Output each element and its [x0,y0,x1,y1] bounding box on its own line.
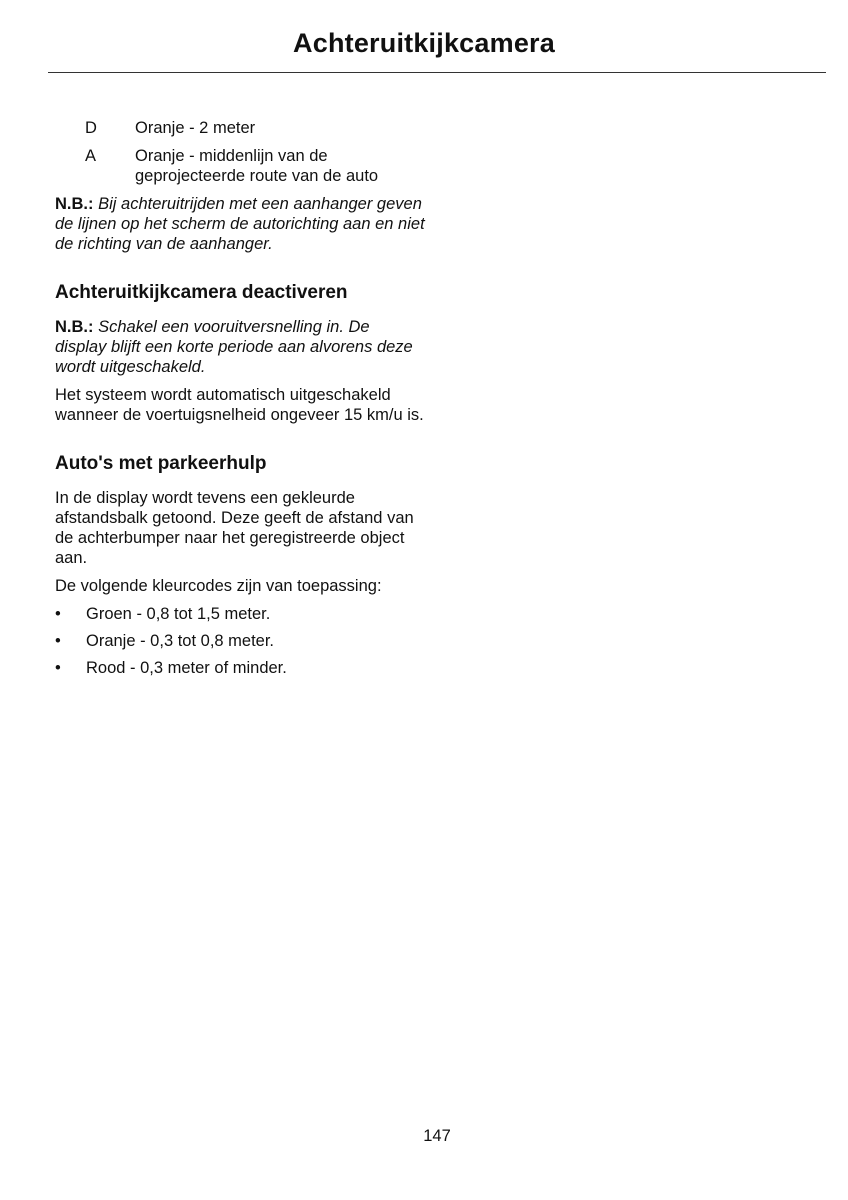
legend-text: Oranje - 2 meter [135,119,256,137]
list-item [55,658,425,678]
legend-item [55,146,425,186]
list-item [55,604,425,624]
page-number: 147 [423,1127,451,1145]
paragraph-color-codes: De volgende kleurcodes zijn van toepassing: [55,577,382,595]
note-label: N.B.: [55,318,94,336]
legend-key: A [85,147,97,165]
note-text: Schakel een vooruitversnelling in. De display blijft een korte periode aan alvorens deze wordt uitgeschakeld. [55,318,413,376]
section-heading-parking-aid: Auto's met parkeerhulp [55,453,267,474]
list-item-text: Groen - 0,8 tot 1,5 meter. [86,605,271,623]
bullet-icon: • [55,632,61,650]
note-label: N.B.: [55,195,94,213]
paragraph-distance-bar: In de display wordt tevens een gekleurde afstandsbalk getoond. Deze geeft de afstand van de achterbumper naar het geregistreerde object aan. [55,489,414,567]
section-heading-deactivate: Achteruitkijkcamera deactiveren [55,282,348,303]
list-item-text: Oranje - 0,3 tot 0,8 meter. [86,632,275,650]
color-code-list [55,604,425,678]
page-title: Achteruitkijkcamera [293,28,555,58]
header-divider [48,72,826,73]
legend-key: D [85,119,97,137]
bullet-icon: • [55,605,61,623]
legend-item [55,118,425,138]
bullet-icon: • [55,659,61,677]
main-column [55,118,425,685]
note-text: Bij achteruitrijden met een aanhanger geven de lijnen op het scherm de autorichting aan en niet de richting van de aanhanger. [55,195,425,253]
list-item-text: Rood - 0,3 meter of minder. [86,659,287,677]
list-item [55,631,425,651]
note-deactivate [55,317,425,377]
note-trailer [55,194,425,254]
legend-text: Oranje - middenlijn van de geprojecteerde route van de auto [135,147,379,185]
paragraph-auto-off: Het systeem wordt automatisch uitgeschakeld wanneer de voertuigsnelheid ongeveer 15 km/u is. [55,386,424,424]
